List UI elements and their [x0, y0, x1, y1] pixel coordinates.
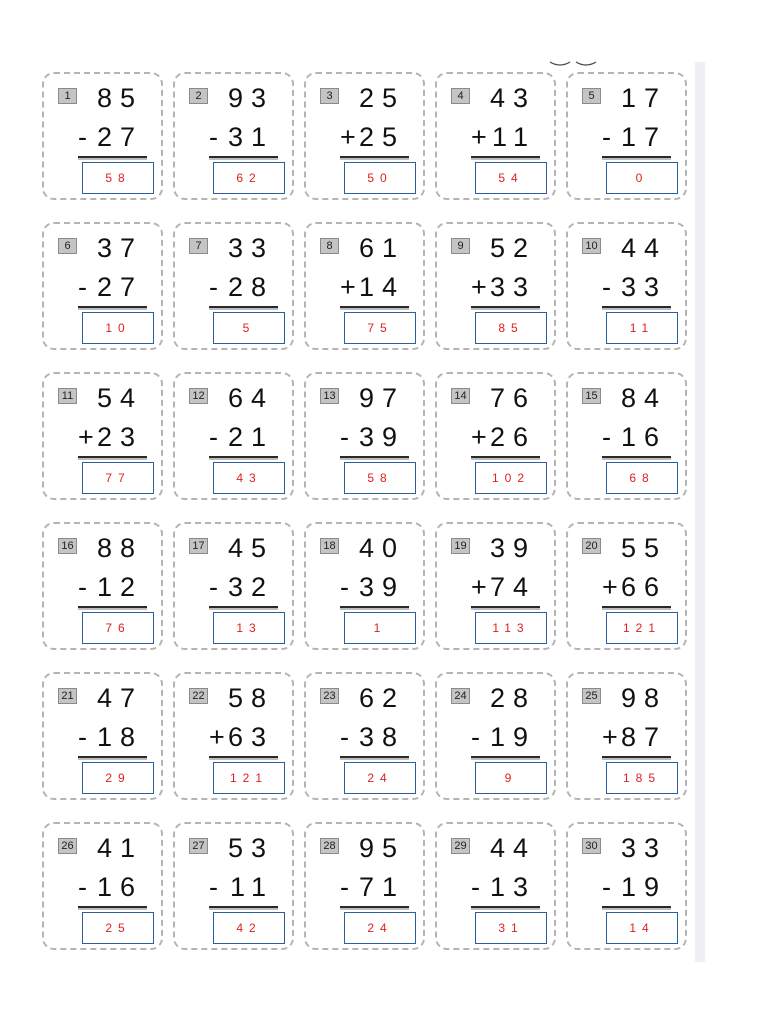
problem-card — [173, 822, 294, 950]
top-operand: 52 — [489, 233, 536, 263]
problem-number: 25 — [582, 688, 601, 704]
operator-sign: - — [471, 722, 480, 752]
problem-number: 24 — [451, 688, 470, 704]
answer-box[interactable]: 58 — [344, 462, 416, 494]
problem-card — [566, 822, 687, 950]
operator-sign: - — [209, 572, 218, 602]
bottom-operand: 21 — [227, 422, 274, 452]
problem-card — [173, 672, 294, 800]
operator-sign: - — [602, 872, 611, 902]
operator-sign: - — [340, 422, 349, 452]
answer-box[interactable]: 62 — [213, 162, 285, 194]
bottom-operand: 11 — [229, 872, 274, 902]
bottom-operand: 28 — [227, 272, 274, 302]
answer-box[interactable]: 77 — [82, 462, 154, 494]
problem-card — [435, 72, 556, 200]
problem-number: 12 — [189, 388, 208, 404]
operator-sign: - — [602, 122, 611, 152]
sum-line — [340, 156, 409, 158]
sum-line — [209, 606, 278, 608]
answer-box[interactable]: 102 — [475, 462, 547, 494]
answer-box[interactable]: 85 — [475, 312, 547, 344]
bottom-operand: 71 — [358, 872, 405, 902]
operator-sign: - — [78, 572, 87, 602]
sum-line — [78, 456, 147, 458]
top-operand: 84 — [620, 383, 667, 413]
sum-line — [340, 306, 409, 308]
problem-card — [566, 222, 687, 350]
operator-sign: + — [340, 122, 356, 152]
operator-sign: - — [340, 722, 349, 752]
operator-sign: + — [78, 422, 94, 452]
bottom-operand: 11 — [491, 122, 536, 152]
top-operand: 98 — [620, 683, 667, 713]
problem-number: 16 — [58, 538, 77, 554]
problem-number: 11 — [58, 388, 77, 404]
answer-box[interactable]: 113 — [475, 612, 547, 644]
top-operand: 58 — [227, 683, 274, 713]
sum-line — [471, 456, 540, 458]
problem-number: 21 — [58, 688, 77, 704]
answer-box[interactable]: 42 — [213, 912, 285, 944]
bottom-operand: 12 — [96, 572, 143, 602]
sum-line — [209, 156, 278, 158]
bottom-operand: 13 — [489, 872, 536, 902]
answer-box[interactable]: 58 — [82, 162, 154, 194]
top-operand: 44 — [620, 233, 667, 263]
answer-box[interactable]: 11 — [606, 312, 678, 344]
problem-number: 27 — [189, 838, 208, 854]
top-operand: 76 — [489, 383, 536, 413]
operator-sign: + — [471, 272, 487, 302]
problem-card — [173, 372, 294, 500]
bottom-operand: 66 — [620, 572, 667, 602]
operator-sign: + — [602, 572, 618, 602]
operator-sign: - — [78, 722, 87, 752]
top-operand: 40 — [358, 533, 405, 563]
scan-artifact-marks — [548, 58, 600, 68]
sum-line — [602, 456, 671, 458]
problem-card — [304, 522, 425, 650]
problem-card — [435, 522, 556, 650]
top-operand: 45 — [227, 533, 274, 563]
operator-sign: - — [340, 572, 349, 602]
problem-number: 30 — [582, 838, 601, 854]
answer-box[interactable]: 185 — [606, 762, 678, 794]
answer-box[interactable]: 14 — [606, 912, 678, 944]
bottom-operand: 39 — [358, 572, 405, 602]
sum-line — [78, 756, 147, 758]
operator-sign: - — [471, 872, 480, 902]
top-operand: 37 — [96, 233, 143, 263]
answer-box[interactable]: 29 — [82, 762, 154, 794]
operator-sign: + — [471, 572, 487, 602]
problem-card — [304, 222, 425, 350]
problem-number: 15 — [582, 388, 601, 404]
sum-line — [209, 756, 278, 758]
sum-line — [471, 606, 540, 608]
problem-card — [435, 672, 556, 800]
bottom-operand: 74 — [489, 572, 536, 602]
sum-line — [340, 606, 409, 608]
answer-box[interactable]: 25 — [82, 912, 154, 944]
sum-line — [602, 756, 671, 758]
problem-number: 9 — [451, 238, 470, 254]
bottom-operand: 27 — [96, 272, 143, 302]
operator-sign: + — [471, 122, 487, 152]
top-operand: 33 — [227, 233, 274, 263]
problem-card — [566, 672, 687, 800]
bottom-operand: 26 — [489, 422, 536, 452]
problem-card — [435, 222, 556, 350]
answer-box[interactable]: 24 — [344, 912, 416, 944]
problem-card — [304, 72, 425, 200]
top-operand: 39 — [489, 533, 536, 563]
bottom-operand: 14 — [358, 272, 405, 302]
answer-box[interactable]: 10 — [82, 312, 154, 344]
top-operand: 41 — [96, 833, 143, 863]
bottom-operand: 16 — [96, 872, 143, 902]
top-operand: 97 — [358, 383, 405, 413]
sum-line — [78, 156, 147, 158]
operator-sign: + — [602, 722, 618, 752]
top-operand: 25 — [358, 83, 405, 113]
bottom-operand: 63 — [227, 722, 274, 752]
operator-sign: - — [209, 122, 218, 152]
top-operand: 95 — [358, 833, 405, 863]
answer-box[interactable]: 121 — [606, 612, 678, 644]
problem-card — [42, 522, 163, 650]
problem-number: 6 — [58, 238, 77, 254]
problem-card — [566, 372, 687, 500]
worksheet-grid — [42, 72, 687, 950]
problem-number: 22 — [189, 688, 208, 704]
problem-number: 18 — [320, 538, 339, 554]
problem-number: 20 — [582, 538, 601, 554]
bottom-operand: 17 — [620, 122, 667, 152]
sum-line — [209, 906, 278, 908]
sum-line — [78, 306, 147, 308]
answer-box[interactable]: 31 — [475, 912, 547, 944]
operator-sign: - — [78, 872, 87, 902]
answer-box[interactable]: 54 — [475, 162, 547, 194]
sum-line — [471, 906, 540, 908]
top-operand: 54 — [96, 383, 143, 413]
answer-box[interactable]: 43 — [213, 462, 285, 494]
bottom-operand: 33 — [489, 272, 536, 302]
top-operand: 64 — [227, 383, 274, 413]
problem-number: 17 — [189, 538, 208, 554]
answer-box[interactable]: 121 — [213, 762, 285, 794]
answer-box[interactable]: 75 — [344, 312, 416, 344]
bottom-operand: 23 — [96, 422, 143, 452]
operator-sign: - — [209, 872, 218, 902]
sum-line — [471, 156, 540, 158]
top-operand: 17 — [620, 83, 667, 113]
problem-card — [173, 222, 294, 350]
problem-number: 7 — [189, 238, 208, 254]
sum-line — [340, 456, 409, 458]
sum-line — [602, 156, 671, 158]
problem-card — [435, 372, 556, 500]
bottom-operand: 33 — [620, 272, 667, 302]
top-operand: 53 — [227, 833, 274, 863]
problem-card — [173, 522, 294, 650]
problem-number: 19 — [451, 538, 470, 554]
top-operand: 61 — [358, 233, 405, 263]
problem-card — [304, 672, 425, 800]
operator-sign: + — [471, 422, 487, 452]
top-operand: 47 — [96, 683, 143, 713]
bottom-operand: 16 — [620, 422, 667, 452]
problem-card — [173, 72, 294, 200]
bottom-operand: 25 — [358, 122, 405, 152]
top-operand: 88 — [96, 533, 143, 563]
top-operand: 85 — [96, 83, 143, 113]
problem-number: 23 — [320, 688, 339, 704]
problem-card — [42, 822, 163, 950]
sum-line — [78, 606, 147, 608]
problem-number: 14 — [451, 388, 470, 404]
top-operand: 43 — [489, 83, 536, 113]
top-operand: 93 — [227, 83, 274, 113]
answer-box[interactable]: 24 — [344, 762, 416, 794]
problem-number: 29 — [451, 838, 470, 854]
problem-number: 4 — [451, 88, 470, 104]
problem-number: 13 — [320, 388, 339, 404]
problem-number: 2 — [189, 88, 208, 104]
answer-box[interactable]: 68 — [606, 462, 678, 494]
problem-number: 3 — [320, 88, 339, 104]
operator-sign: - — [78, 272, 87, 302]
top-operand: 33 — [620, 833, 667, 863]
answer-box[interactable]: 1 — [344, 612, 416, 644]
top-operand: 55 — [620, 533, 667, 563]
problem-card — [42, 222, 163, 350]
problem-number: 28 — [320, 838, 339, 854]
sum-line — [340, 756, 409, 758]
problem-number: 8 — [320, 238, 339, 254]
problem-number: 26 — [58, 838, 77, 854]
operator-sign: - — [78, 122, 87, 152]
top-operand: 62 — [358, 683, 405, 713]
top-operand: 44 — [489, 833, 536, 863]
problem-number: 10 — [582, 238, 601, 254]
sum-line — [471, 756, 540, 758]
problem-card — [435, 822, 556, 950]
problem-number: 1 — [58, 88, 77, 104]
sum-line — [209, 456, 278, 458]
bottom-operand: 38 — [358, 722, 405, 752]
answer-box[interactable]: 5 — [213, 312, 285, 344]
answer-box[interactable]: 9 — [475, 762, 547, 794]
problem-card — [42, 672, 163, 800]
answer-box[interactable]: 13 — [213, 612, 285, 644]
bottom-operand: 27 — [96, 122, 143, 152]
top-operand: 28 — [489, 683, 536, 713]
problem-card — [42, 372, 163, 500]
operator-sign: + — [340, 272, 356, 302]
bottom-operand: 32 — [227, 572, 274, 602]
sum-line — [209, 306, 278, 308]
problem-card — [304, 822, 425, 950]
problem-card — [42, 72, 163, 200]
sum-line — [471, 306, 540, 308]
problem-card — [566, 522, 687, 650]
sum-line — [602, 306, 671, 308]
answer-box[interactable]: 76 — [82, 612, 154, 644]
problem-card — [304, 372, 425, 500]
bottom-operand: 19 — [620, 872, 667, 902]
operator-sign: - — [602, 422, 611, 452]
operator-sign: - — [340, 872, 349, 902]
bottom-operand: 19 — [489, 722, 536, 752]
sum-line — [602, 606, 671, 608]
sum-line — [78, 906, 147, 908]
operator-sign: - — [209, 422, 218, 452]
sum-line — [602, 906, 671, 908]
operator-sign: + — [209, 722, 225, 752]
answer-box[interactable]: 0 — [606, 162, 678, 194]
bottom-operand: 31 — [227, 122, 274, 152]
problem-card — [566, 72, 687, 200]
operator-sign: - — [209, 272, 218, 302]
bottom-operand: 87 — [620, 722, 667, 752]
sum-line — [340, 906, 409, 908]
bottom-operand: 39 — [358, 422, 405, 452]
problem-number: 5 — [582, 88, 601, 104]
operator-sign: - — [602, 272, 611, 302]
answer-box[interactable]: 50 — [344, 162, 416, 194]
page-edge — [695, 62, 705, 962]
bottom-operand: 18 — [96, 722, 143, 752]
